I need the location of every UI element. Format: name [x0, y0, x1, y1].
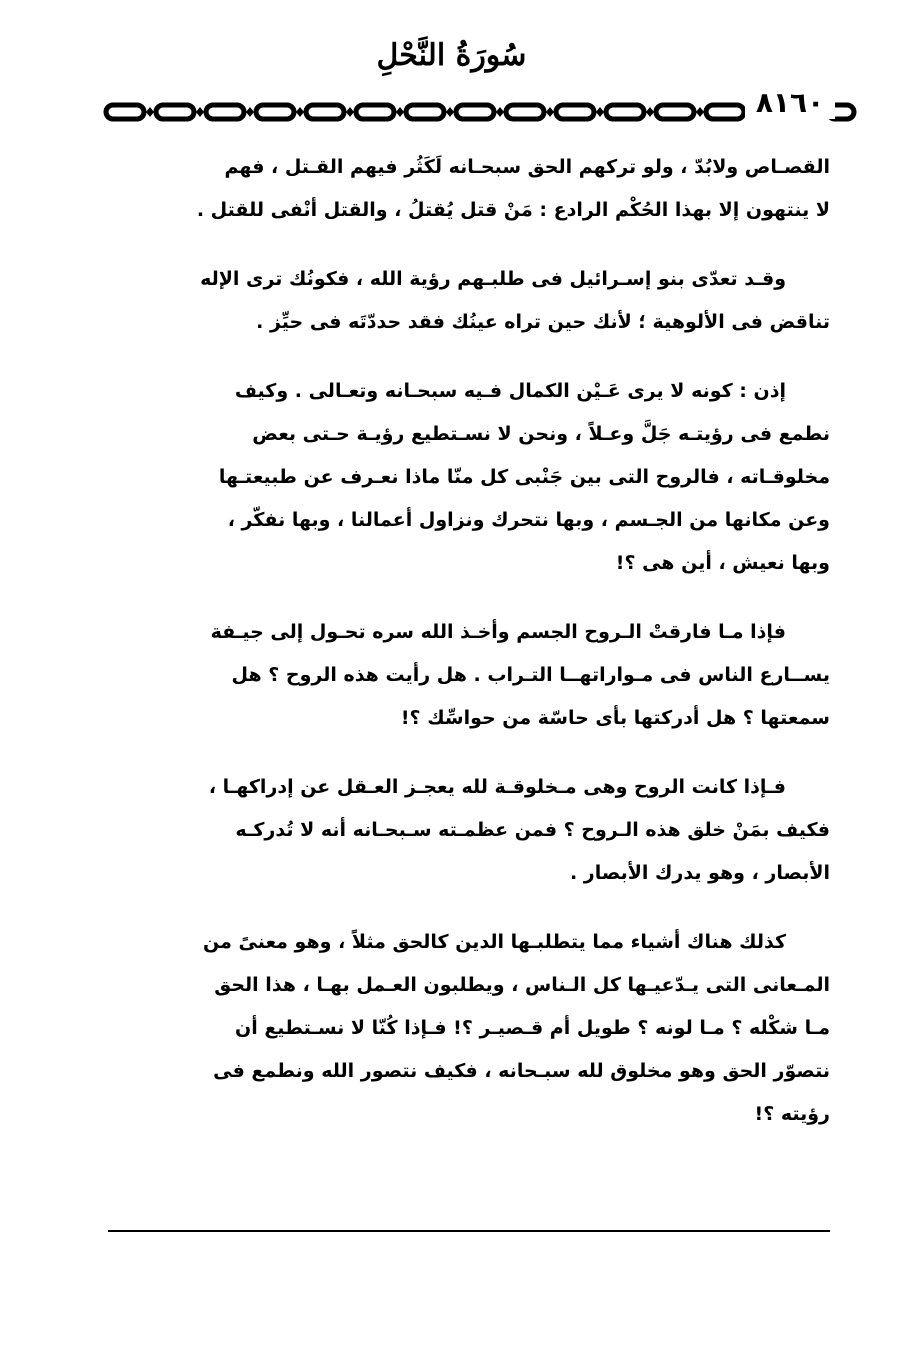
chain-diamond	[596, 107, 604, 117]
chain-link	[256, 105, 294, 119]
text-line: فإذا مـا فارقتْ الـروح الجسم وأخـذ الله سره تحـول إلى جيـفة	[210, 621, 786, 643]
footer-rule	[108, 1230, 830, 1232]
text-line: مـا شكْله ؟ مـا لونه ؟ طويل أم قـصيـر ؟! فـإذا كُنّا لا نسـتطيع أن	[234, 1017, 830, 1039]
chain-diamond	[196, 107, 204, 117]
chain-link	[306, 105, 344, 119]
chain-diamond	[246, 107, 254, 117]
chain-diamond	[646, 107, 654, 117]
text-line: نطمع فى رؤيتـه جَلَّ وعـلاً ، ونحن لا نسـتطيع رؤيـة حـتى بعض	[252, 423, 830, 445]
text-line: وقـد تعدّى بنو إسـرائيل فى طلبـهم رؤية الله ، فكونُك ترى الإله	[200, 268, 786, 290]
chain-link	[506, 105, 544, 119]
text-line: وعن مكانها من الجـسم ، وبها نتحرك ونزاول أعمالنا ، وبها نفكّر ،	[227, 509, 830, 531]
chain-link	[656, 105, 694, 119]
chain-link	[706, 105, 744, 119]
chain-diamond	[446, 107, 454, 117]
chain-diamond	[146, 107, 154, 117]
text-line: الأبصار ، وهو يدرك الأبصار .	[569, 862, 830, 884]
text-line: مخلوقـاته ، فالروح التى بين جَنْبى كل منّا ماذا نعـرف عن طبيعتـها	[218, 466, 830, 488]
chain-diamond	[296, 107, 304, 117]
chain-link	[456, 105, 494, 119]
text-line: فـإذا كانت الروح وهى مـخلوقـة لله يعجـز العـقل عن إدراكهـا ،	[208, 776, 786, 798]
text-line: سمعتها ؟ هل أدركتها بأى حاسّة من حواسِّك ؟!	[400, 707, 830, 729]
paragraph-3	[118, 370, 830, 585]
chain-diamond	[396, 107, 404, 117]
text-line: نتصوّر الحق وهو مخلوق لله سبـحانه ، فكيف نتصور الله ونطمع فى	[213, 1060, 830, 1082]
chain-diamond	[346, 107, 354, 117]
page-number: ٨١٦٠	[745, 86, 835, 119]
chain-diamond	[696, 107, 704, 117]
text-line: المـعانى التى يـدّعيـها كل الـناس ، ويطلبون العـمل بهـا ، هذا الحق	[214, 974, 830, 996]
text-line: فكيف بمَنْ خلق هذه الـروح ؟ فمن عظمـته سـبحـانه أنه لا تُدركـه	[235, 819, 830, 841]
chain-link	[106, 105, 144, 119]
paragraph-6	[118, 921, 830, 1136]
surah-title: سُورَةُ النَّحْلِ	[376, 38, 527, 73]
chain-link	[406, 105, 444, 119]
chain-diamond	[496, 107, 504, 117]
paragraph-4	[118, 611, 830, 740]
text-line: لا ينتهون إلا بهذا الحُكْم الرادع : مَنْ قتل يُقتلُ ، والقتل أنْفى للقتل .	[196, 199, 830, 221]
body-text	[118, 146, 830, 1162]
text-line: كذلك هناك أشياء مما يتطلبـها الدين كالحق مثلاً ، وهو معنىً من	[203, 931, 786, 953]
chain-link	[556, 105, 594, 119]
text-line: القصـاص ولابُدّ ، ولو تركهم الحق سبحـانه لَكَثُر فيهم القـتل ، فهم	[224, 156, 830, 178]
text-line: يســارع الناس فى مـواراتهــا التـراب . هل رأيت هذه الروح ؟ هل	[231, 664, 830, 686]
paragraph-2	[118, 258, 830, 344]
text-line: إذن : كونه لا يرى عَـيْن الكمال فـيه سبحـانه وتعـالى . وكيف	[234, 380, 786, 402]
chain-link	[356, 105, 394, 119]
paragraph-5	[118, 766, 830, 895]
chain-diamond	[546, 107, 554, 117]
chain-link	[156, 105, 194, 119]
chain-link	[606, 105, 644, 119]
text-line: تناقض فى الألوهية ؛ لأنك حين تراه عينُك فقد حددّتَه فى حيِّز .	[256, 311, 830, 333]
text-line: وبها نعيش ، أين هى ؟!	[615, 552, 830, 574]
text-line: رؤيته ؟!	[754, 1103, 830, 1125]
paragraph-1	[118, 146, 830, 232]
chain-link	[206, 105, 244, 119]
